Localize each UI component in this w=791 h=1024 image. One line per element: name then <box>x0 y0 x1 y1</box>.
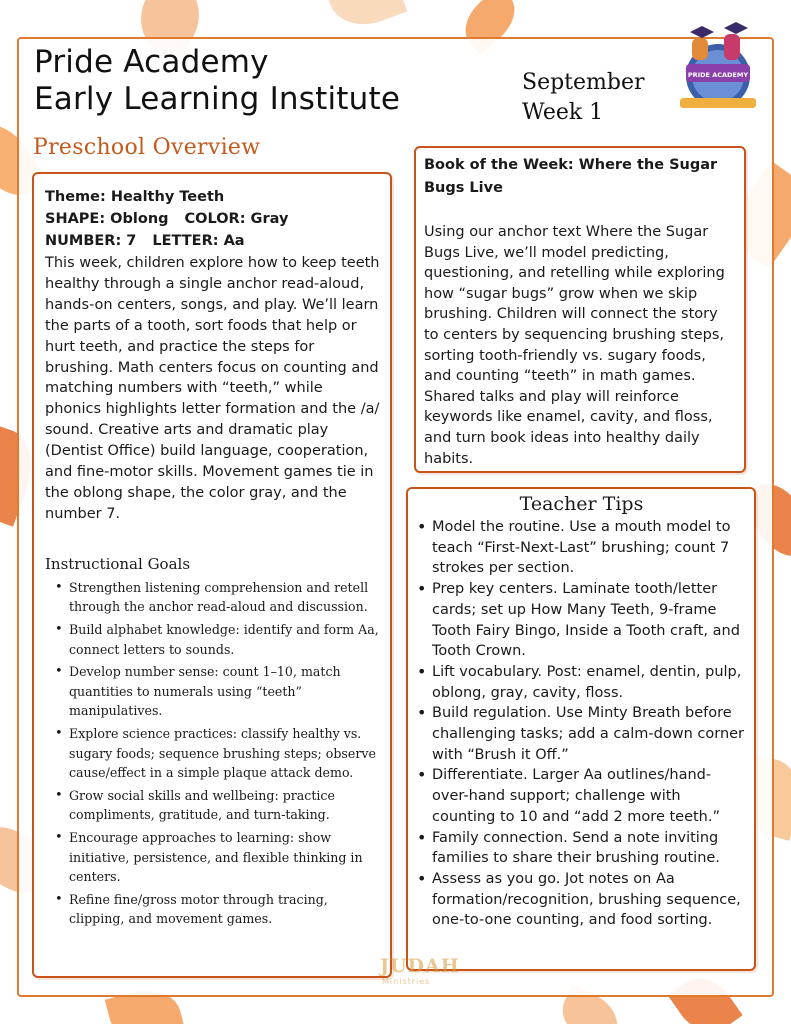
date-label <box>522 68 662 128</box>
footer-logo-sub: Ministries <box>382 977 431 986</box>
theme-label: Theme: Healthy Teeth <box>45 189 225 205</box>
tips-list <box>415 517 748 931</box>
goal-item: • Build alphabet knowledge: identify and form Aa, connect letters to sounds. <box>69 620 380 659</box>
goal-item: • Refine fine/gross motor through tracing, clipping, and movement games. <box>69 890 380 929</box>
title-line-2: Early Learning Institute <box>34 81 401 117</box>
decorative-leaf <box>323 0 408 35</box>
number-letter-line <box>45 230 380 252</box>
tip-item: • Assess as you go. Jot notes on Aa formation/recognition, brushing sequence, one-to-one counting, and food sorting. <box>432 869 748 931</box>
shape-color-line <box>45 208 380 230</box>
pride-academy-logo <box>662 18 774 118</box>
goal-item: • Strengthen listening comprehension and retell through the anchor read-aloud and discussion. <box>69 578 380 617</box>
number-label: NUMBER: 7 <box>45 233 137 249</box>
tips-heading: Teacher Tips <box>519 493 644 515</box>
goal-item: • Develop number sense: count 1–10, match quantities to numerals using “teeth” manipulatives. <box>69 662 380 721</box>
overview-text: This week, children explore how to keep teeth healthy through a single anchor read-aloud, hands-on centers, songs, and play. We’ll learn the parts of a tooth, sort foods that help or hurt teeth, and practice the steps for brushing. Math centers focus on counting and matching numbers with “teeth,” while phonics highlights letter formation and the /a/ sound. Creative arts and dramatic play (Dentist Office) build language, cooperation, and fine-motor skills. Movement games tie in the oblong shape, the color gray, and the number 7. <box>45 255 380 522</box>
logo-text: PRIDE ACADEMY <box>687 71 749 79</box>
logo-graphic <box>662 18 774 118</box>
tip-item: • Build regulation. Use Minty Breath before challenging tasks; add a calm-down corner with “Brush it Off.” <box>432 703 748 765</box>
goals-list <box>45 578 380 929</box>
book-of-week-panel <box>414 146 746 473</box>
page-title <box>34 44 514 118</box>
overview-panel <box>32 172 392 978</box>
tip-item: • Family connection. Send a note inviting families to share their brushing routine. <box>432 828 748 869</box>
month-label: September <box>522 70 645 95</box>
book-title: Book of the Week: Where the Sugar Bugs Live <box>424 157 718 196</box>
shape-label: SHAPE: Oblong <box>45 211 169 227</box>
teacher-tips-panel <box>406 487 756 971</box>
section-subtitle: Preschool Overview <box>33 135 261 160</box>
tip-item: • Differentiate. Larger Aa outlines/hand-over-hand support; challenge with counting to 10 and “add 2 more teeth.” <box>432 765 748 827</box>
footer-logo-main: JUDAH <box>380 955 460 977</box>
letter-label: LETTER: Aa <box>152 233 245 249</box>
color-label: COLOR: Gray <box>184 211 289 227</box>
goals-heading: Instructional Goals <box>45 554 191 573</box>
goal-item: • Encourage approaches to learning: show initiative, persistence, and flexible thinking in centers. <box>69 828 380 887</box>
week-label: Week 1 <box>522 100 604 125</box>
tip-item: • Prep key centers. Laminate tooth/letter cards; set up How Many Teeth, 9-frame Tooth Fairy Bingo, Inside a Tooth craft, and Tooth Crown. <box>432 579 748 662</box>
tip-item: • Model the routine. Use a mouth model to teach “First-Next-Last” brushing; count 7 strokes per section. <box>432 517 748 579</box>
tip-item: • Lift vocabulary. Post: enamel, dentin, pulp, oblong, gray, cavity, floss. <box>432 662 748 703</box>
judah-ministries-logo <box>368 953 460 993</box>
goal-item: • Explore science practices: classify healthy vs. sugary foods; sequence brushing steps; observe cause/effect in a simple plaque attack demo. <box>69 724 380 783</box>
goal-item: • Grow social skills and wellbeing: practice compliments, gratitude, and turn-taking. <box>69 786 380 825</box>
title-line-1: Pride Academy <box>34 44 269 80</box>
book-description: Using our anchor text Where the Sugar Bugs Live, we’ll model predicting, questioning, and retelling while exploring how “sugar bugs” grow when we skip brushing. Children will connect the story to centers by sequencing brushing steps, sorting tooth-friendly vs. sugary foods, and counting “teeth” in math games. Shared talks and play will reinforce keywords like enamel, cavity, and floss, and turn book ideas into healthy daily habits. <box>424 224 725 467</box>
